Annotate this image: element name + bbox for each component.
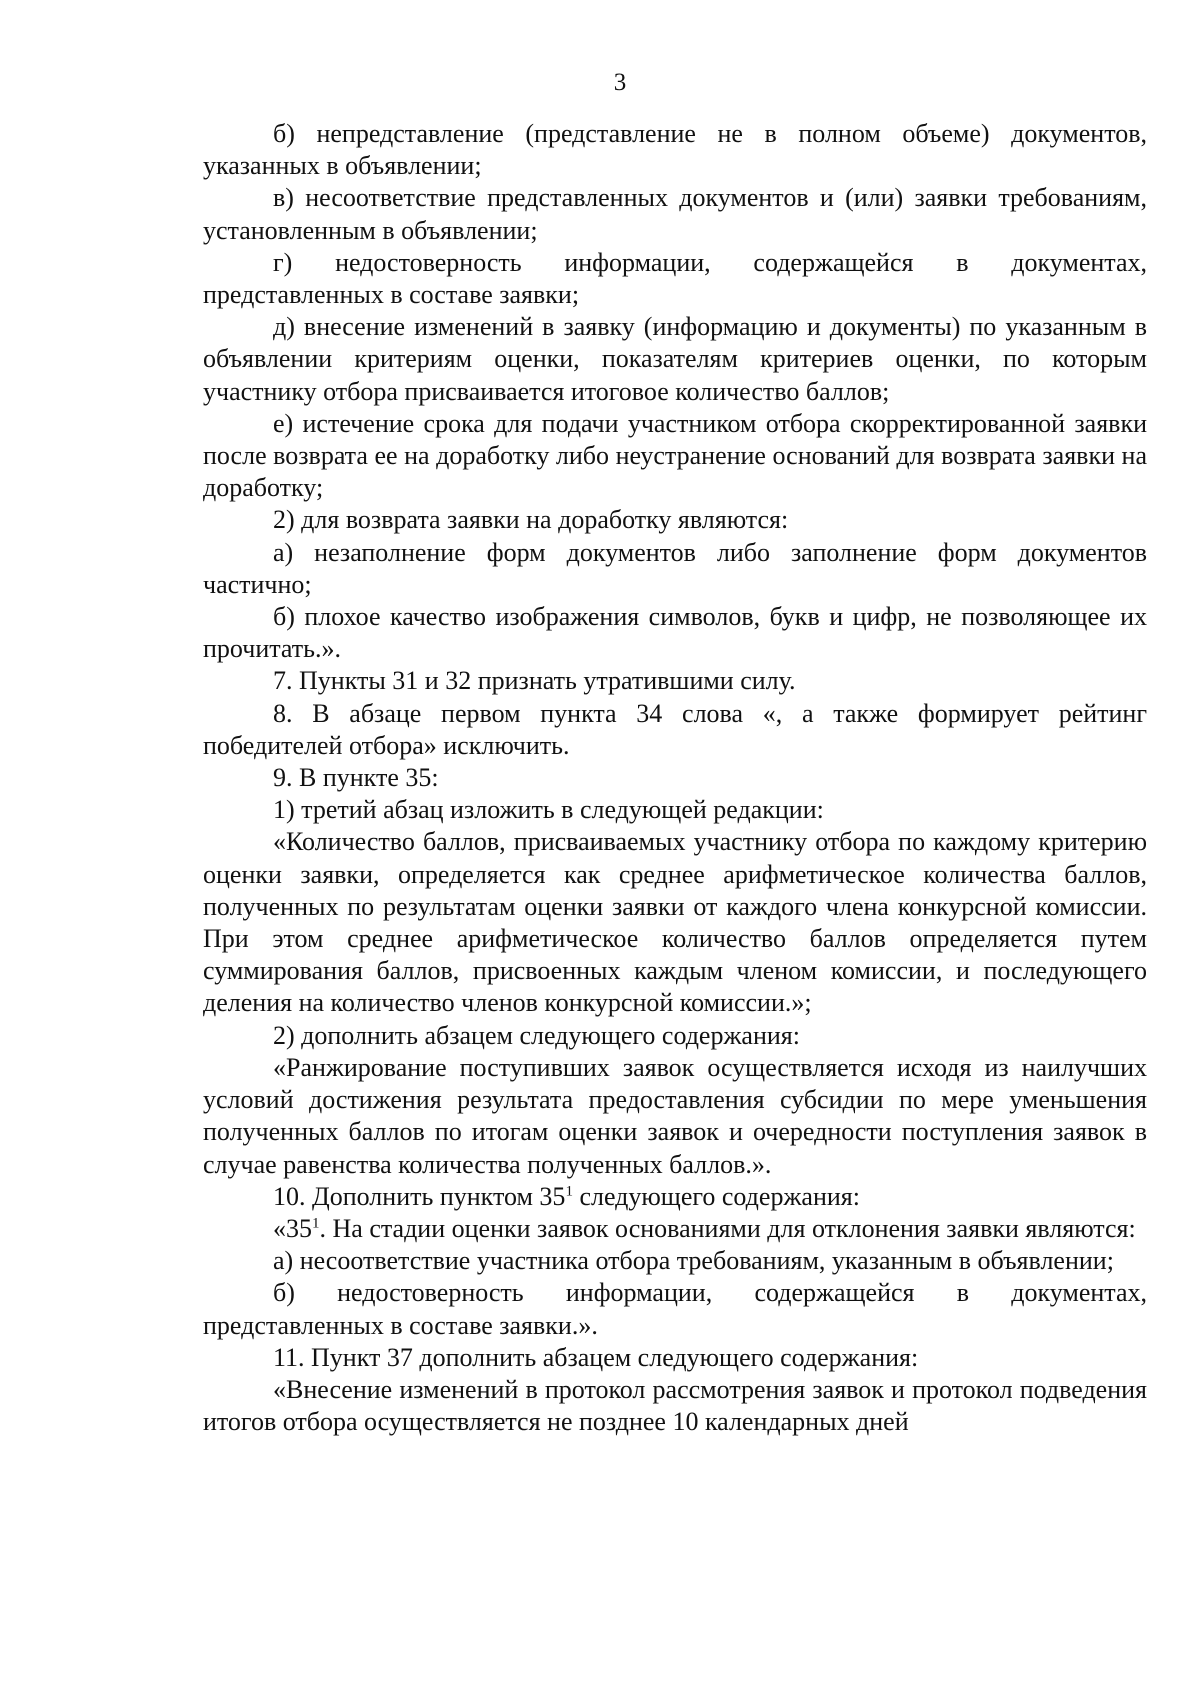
paragraph: «Внесение изменений в протокол рассмотрения заявок и протокол подведения итогов отбора осуществляется не позднее 10 календарных дней	[203, 1374, 1147, 1437]
paragraph: 1) третий абзац изложить в следующей редакции:	[273, 795, 824, 825]
paragraph: е) истечение срока для подачи участником отбора скорректированной заявки после возврата ее на доработку либо неустранение оснований для возврата заявки на доработку;	[203, 408, 1147, 503]
paragraph: б) недостоверность информации, содержащейся в документах, представленных в составе заявки.».	[203, 1278, 1147, 1340]
paragraph: б) плохое качество изображения символов, букв и цифр, не позволяющее их прочитать.».	[203, 602, 1147, 664]
paragraph: а) несоответствие участника отбора требованиям, указанным в объявлении;	[273, 1246, 1114, 1276]
superscript: 1	[565, 1183, 573, 1200]
paragraph: «Ранжирование поступивших заявок осуществляется исходя из наилучших условий достижения результата предоставления субсидии по мере уменьшения полученных баллов по итогам оценки заявок и очередности поступления заявок в случае равенства количества полученных баллов.».	[203, 1052, 1147, 1179]
paragraph: «Количество баллов, присваиваемых участнику отбора по каждому критерию оценки заявки, определяется как среднее арифметическое количества баллов, полученных по результатам оценки заявки от каждого члена конкурсной комиссии. При этом среднее арифметическое количество баллов определяется путем суммирования баллов, присвоенных каждым членом комиссии, и последующего деления на количество членов конкурсной комиссии.»;	[203, 827, 1147, 1018]
paragraph: в) несоответствие представленных документов и (или) заявки требованиям, установленным в объявлении;	[203, 183, 1147, 245]
paragraph: 2) дополнить абзацем следующего содержания:	[273, 1020, 800, 1050]
paragraph	[203, 1213, 1147, 1245]
document-body	[203, 118, 1147, 1438]
paragraph: г) недостоверность информации, содержащейся в документах, представленных в составе заявки;	[203, 247, 1147, 310]
paragraph: 11. Пункт 37 дополнить абзацем следующего содержания:	[273, 1342, 919, 1372]
paragraph: 2) для возврата заявки на доработку являются:	[273, 505, 789, 535]
paragraph: д) внесение изменений в заявку (информацию и документы) по указанным в объявлении критериям оценки, показателям критериев оценки, по которым участнику отбора присваивается итоговое количество баллов;	[203, 312, 1147, 406]
paragraph: 9. В пункте 35:	[273, 763, 439, 793]
paragraph: а) незаполнение форм документов либо заполнение форм документов частично;	[203, 537, 1147, 599]
superscript: 1	[312, 1215, 320, 1232]
paragraph	[203, 1181, 1147, 1213]
page-number: 3	[613, 69, 627, 96]
paragraph-text: «35	[273, 1213, 312, 1243]
paragraph: 8. В абзаце первом пункта 34 слова «, а также формирует рейтинг победителей отбора» исключить.	[203, 698, 1147, 760]
paragraph: б) непредставление (представление не в полном объеме) документов, указанных в объявлении;	[203, 119, 1147, 181]
paragraph-text: . На стадии оценки заявок основаниями для отклонения заявки являются:	[319, 1213, 1136, 1243]
paragraph-text: 10. Дополнить пунктом 35	[273, 1181, 566, 1211]
paragraph: 7. Пункты 31 и 32 признать утратившими силу.	[273, 666, 796, 696]
paragraph-text: следующего содержания:	[572, 1181, 860, 1211]
